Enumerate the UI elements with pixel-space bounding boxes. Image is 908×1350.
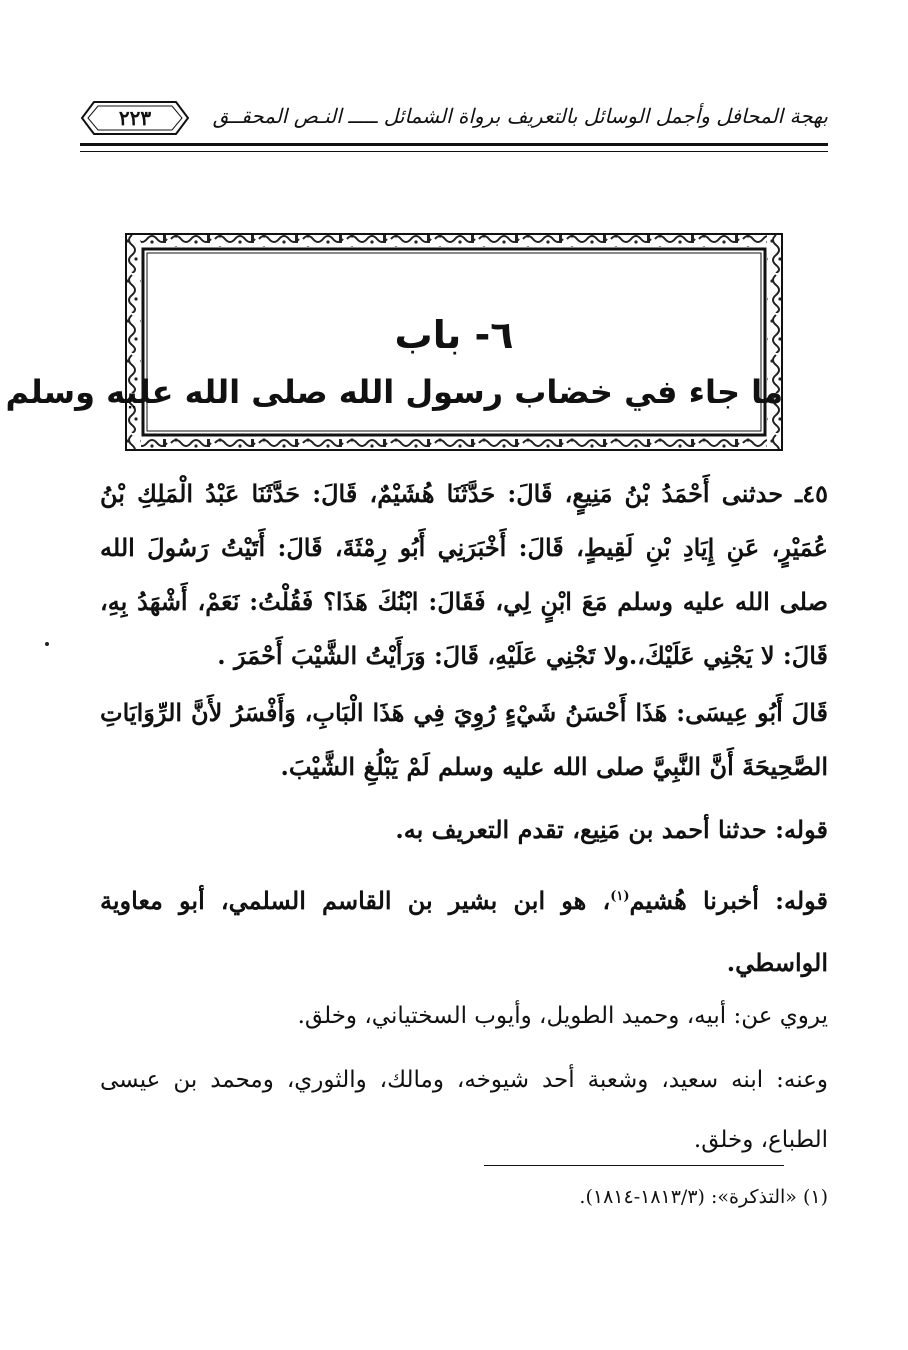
chapter-title: ما جاء في خضاب رسول الله صلى الله عليه وسلم: [5, 373, 783, 411]
running-header: [80, 92, 828, 156]
note-text-start: قوله: أخبرنا هُشيم: [629, 886, 828, 915]
note-text-end: ، هو ابن بشير بن القاسم السلمي، أبو معاوية الواسطي.: [100, 886, 828, 977]
narrates-from: يروي عن: أبيه، وحميد الطويل، وأيوب السختياني، وخلق.: [297, 1003, 828, 1029]
footnote: (١) «التذكرة»: (١٨١٣/٣-١٨١٤).: [579, 1186, 828, 1208]
page-number: ٢٢٣: [118, 106, 152, 130]
narrator-note-hushaym: [100, 866, 828, 994]
footnote-marker: (١): [610, 889, 630, 904]
narrated-by: وعنه: ابنه سعيد، وشعبة أحد شيوخه، ومالك، والثوري، ومحمد بن عيسى الطباع، وخلق.: [100, 1067, 828, 1153]
page-number-ornament: [80, 98, 190, 138]
header-rule-thin: [80, 151, 828, 152]
scan-mark: [45, 642, 49, 646]
footnote-separator: [484, 1165, 784, 1166]
header-rule: [80, 143, 828, 146]
narrator-note: قوله: حدثنا أحمد بن مَنِيع، تقدم التعريف به.: [395, 815, 828, 844]
chapter-number: ٦- باب: [394, 313, 514, 357]
header-title: بهجة المحافل وأجمل الوسائل بالتعريف برواة الشمائل ـــــ النـص المحقــق: [212, 104, 828, 128]
commentary-text: قَالَ أَبُو عِيسَى: هَذَا أَحْسَنُ شَيْءٍ رُوِيَ فِي هَذَا الْبَابِ، وَأَفْسَرُ لأَنَّ الرِّوَايَاتِ الصَّحِيحَةَ أَنَّ النَّبِيَّ صلى الله عليه وسلم لَمْ يَبْلُغِ الشَّيْبَ.: [100, 698, 828, 781]
hadith-text: ٤٥ـ حدثنى أَحْمَدُ بْنُ مَنِيعٍ، قَالَ: حَدَّثَنَا هُشَيْمٌ، قَالَ: حَدَّثَنَا عَبْدُ الْمَلِكِ بْنُ عُمَيْرٍ، عَنِ إِيَادِ بْنِ لَقِيطٍ، قَالَ: أَخْبَرَنِي أَبُو رِمْثَةَ، قَالَ: أَتَيْتُ رَسُولَ الله صلى الله عليه وسلم مَعَ ابْنٍ لِي، فَقَالَ: ابْنُكَ هَذَا؟ فَقُلْتُ: نَعَمْ، أَشْهَدُ بِهِ، قَالَ: لا يَجْنِي عَلَيْكَ،.ولا تَجْنِي عَلَيْهِ، قَالَ: وَرَأَيْتُ الشَّيْبَ أَحْمَرَ .: [100, 479, 828, 670]
chapter-heading-frame: [5, 233, 783, 451]
